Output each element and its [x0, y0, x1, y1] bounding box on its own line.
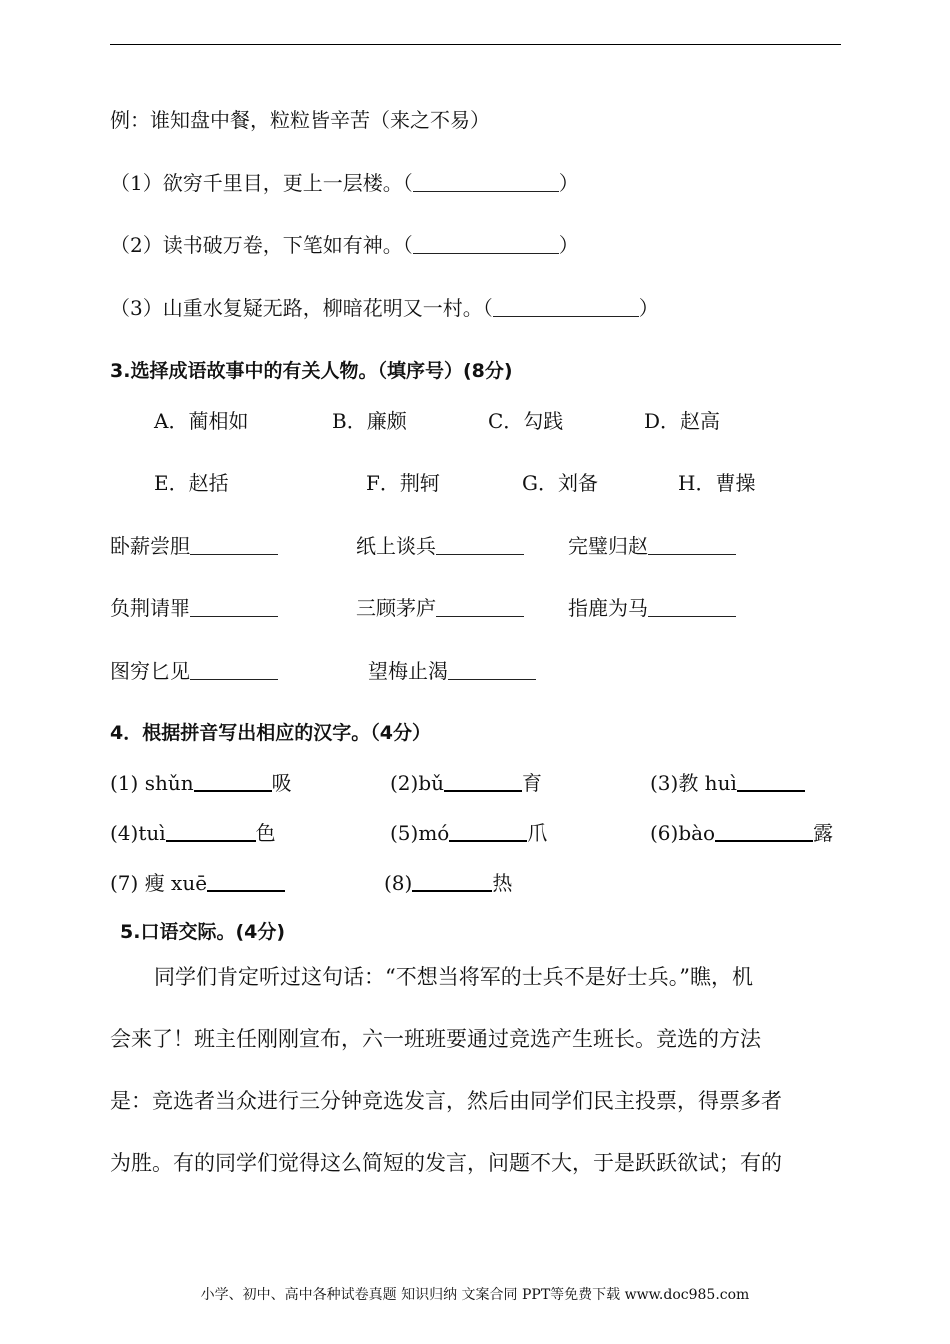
pinyin-item	[390, 767, 542, 796]
page-footer: 小学、初中、高中各种试卷真题 知识归纳 文案合同 PPT等免费下载 www.doc985.com	[200, 1287, 750, 1303]
answer-blank[interactable]	[190, 554, 278, 555]
idiom-item	[568, 592, 736, 621]
pinyin-item	[110, 767, 292, 796]
idiom-label: 完璧归赵	[568, 534, 648, 558]
answer-blank[interactable]	[449, 840, 527, 842]
idiom-label: 望梅止渴	[368, 659, 448, 683]
pinyin-post: 热	[492, 871, 513, 895]
question-5-passage	[110, 946, 842, 1194]
answer-blank[interactable]	[444, 790, 522, 792]
question-3-title: 3.选择成语故事中的有关人物。（填序号）(8分)	[110, 360, 513, 382]
pinyin-item	[384, 867, 512, 896]
idiom-item	[368, 655, 536, 684]
idiom-item	[356, 530, 524, 559]
answer-blank[interactable]	[412, 890, 492, 892]
option-e: E．赵括	[154, 471, 229, 495]
answer-blank[interactable]	[413, 191, 559, 192]
idiom-label: 指鹿为马	[568, 596, 648, 620]
option-f: F．荆轲	[366, 471, 440, 495]
idiom-item	[110, 530, 278, 559]
answer-blank[interactable]	[436, 554, 524, 555]
answer-blank[interactable]	[190, 616, 278, 617]
pinyin-item	[110, 817, 276, 846]
answer-blank[interactable]	[436, 616, 524, 617]
option-h: H．曹操	[678, 471, 756, 495]
passage-line: 同学们肯定听过这句话：“不想当将军的士兵不是好士兵。”瞧，机	[154, 965, 753, 989]
poem-item-label: （1）欲穷千里目，更上一层楼。（	[110, 171, 413, 195]
idiom-item	[356, 592, 524, 621]
answer-blank[interactable]	[166, 840, 256, 842]
option-b: B．廉颇	[332, 409, 407, 433]
poem-item-close: ）	[638, 296, 659, 320]
pinyin-item	[650, 817, 833, 846]
pinyin-item	[390, 817, 547, 846]
pinyin-post: 爪	[527, 821, 548, 845]
poem-item-1	[110, 167, 579, 196]
passage-line: 为胜。有的同学们觉得这么简短的发言，问题不大，于是跃跃欲试；有的	[110, 1151, 782, 1175]
answer-blank[interactable]	[648, 616, 736, 617]
pinyin-pre: (7) 瘦 xuē	[110, 871, 208, 895]
answer-blank[interactable]	[190, 679, 278, 680]
answer-blank[interactable]	[648, 554, 736, 555]
pinyin-post: 吸	[271, 771, 292, 795]
answer-blank[interactable]	[493, 316, 639, 317]
pinyin-item	[110, 867, 285, 896]
poem-item-label: （2）读书破万卷，下笔如有神。（	[110, 233, 413, 257]
poem-item-close: ）	[558, 233, 579, 257]
answer-blank[interactable]	[194, 790, 272, 792]
passage-line: 会来了！班主任刚刚宣布，六一班班要通过竞选产生班长。竞选的方法	[110, 1027, 761, 1051]
idiom-label: 卧薪尝胆	[110, 534, 190, 558]
poem-item-3	[110, 292, 659, 321]
question-5-title: 5.口语交际。(4分)	[120, 921, 286, 943]
option-d: D．赵高	[644, 409, 721, 433]
answer-blank[interactable]	[448, 679, 536, 680]
passage-line: 是：竞选者当众进行三分钟竞选发言，然后由同学们民主投票，得票多者	[110, 1089, 782, 1113]
option-a: A．蔺相如	[154, 409, 249, 433]
poem-item-label: （3）山重水复疑无路，柳暗花明又一村。（	[110, 296, 493, 320]
option-c: C．勾践	[488, 409, 564, 433]
pinyin-pre: (8)	[384, 871, 413, 895]
pinyin-pre: (1) shǔn	[110, 771, 194, 795]
pinyin-item	[650, 767, 805, 796]
answer-blank[interactable]	[715, 840, 813, 842]
pinyin-post: 色	[255, 821, 276, 845]
header-rule	[110, 44, 841, 45]
pinyin-post: 露	[813, 821, 834, 845]
example-line: 例：谁知盘中餐，粒粒皆辛苦（来之不易）	[110, 108, 490, 132]
question-4-title: 4．根据拼音写出相应的汉字。（4分）	[110, 722, 431, 744]
poem-item-2	[110, 229, 579, 258]
pinyin-pre: (2)bǔ	[390, 771, 445, 795]
answer-blank[interactable]	[413, 253, 559, 254]
idiom-label: 负荆请罪	[110, 596, 190, 620]
idiom-item	[110, 655, 278, 684]
idiom-label: 纸上谈兵	[356, 534, 436, 558]
idiom-item	[568, 530, 736, 559]
option-g: G．刘备	[522, 471, 598, 495]
pinyin-pre: (4)tuì	[110, 821, 166, 845]
pinyin-pre: (3)教 huì	[650, 771, 737, 795]
answer-blank[interactable]	[207, 890, 285, 892]
poem-item-close: ）	[558, 171, 579, 195]
idiom-label: 三顾茅庐	[356, 596, 436, 620]
pinyin-post: 育	[522, 771, 543, 795]
idiom-item	[110, 592, 278, 621]
idiom-label: 图穷匕见	[110, 659, 190, 683]
pinyin-pre: (6)bào	[650, 821, 716, 845]
pinyin-pre: (5)mó	[390, 821, 450, 845]
answer-blank[interactable]	[737, 790, 805, 792]
